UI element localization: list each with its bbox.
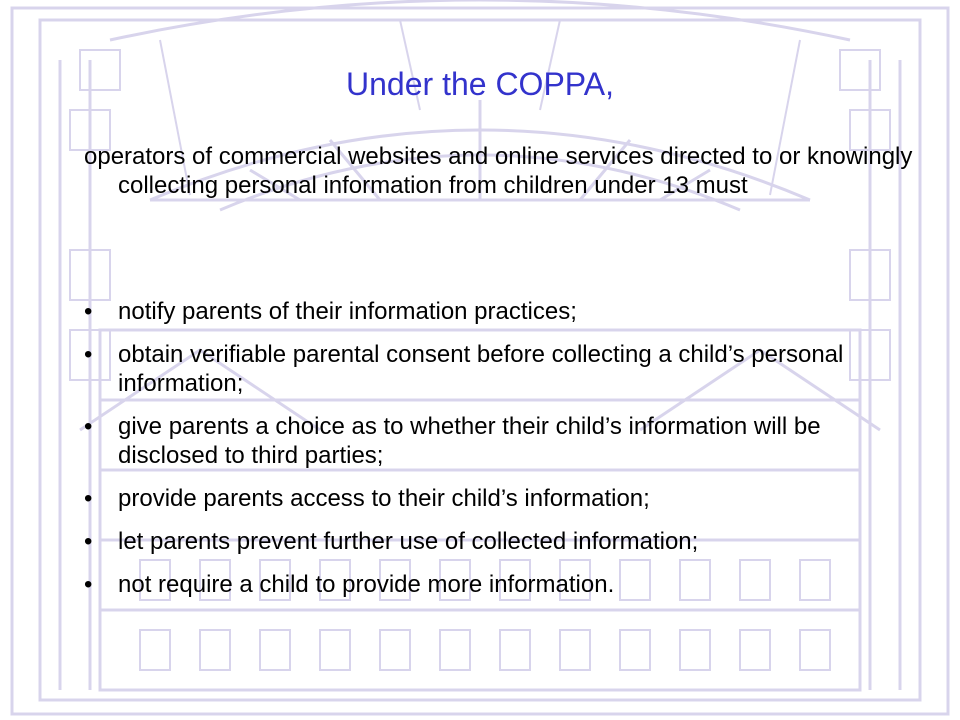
bullet-item (84, 527, 914, 556)
bullet-text: give parents a choice as to whether their child’s information will be disclosed to third parties; (118, 413, 821, 469)
bullet-item (84, 412, 914, 470)
bullet-item (84, 340, 914, 398)
slide-title: Under the COPPA, (346, 66, 614, 102)
bullet-dot-icon: • (84, 341, 93, 368)
bullet-list (84, 297, 914, 613)
bullet-item (84, 297, 914, 326)
bullet-item (84, 570, 914, 599)
bullet-text: notify parents of their information practices; (118, 298, 577, 325)
intro-paragraph: operators of commercial websites and online services directed to or knowingly collecting personal information from children under 13 must (84, 143, 913, 199)
bullet-text: obtain verifiable parental consent before collecting a child’s personal information; (118, 341, 844, 397)
bullet-dot-icon: • (84, 298, 93, 325)
bullet-text: let parents prevent further use of collected information; (118, 528, 699, 555)
bullet-dot-icon: • (84, 571, 93, 598)
bullet-text: provide parents access to their child’s information; (118, 485, 650, 512)
bullet-dot-icon: • (84, 485, 93, 512)
bullet-item (84, 484, 914, 513)
bullet-dot-icon: • (84, 528, 93, 555)
bullet-text: not require a child to provide more information. (118, 571, 615, 598)
bullet-dot-icon: • (84, 413, 93, 440)
